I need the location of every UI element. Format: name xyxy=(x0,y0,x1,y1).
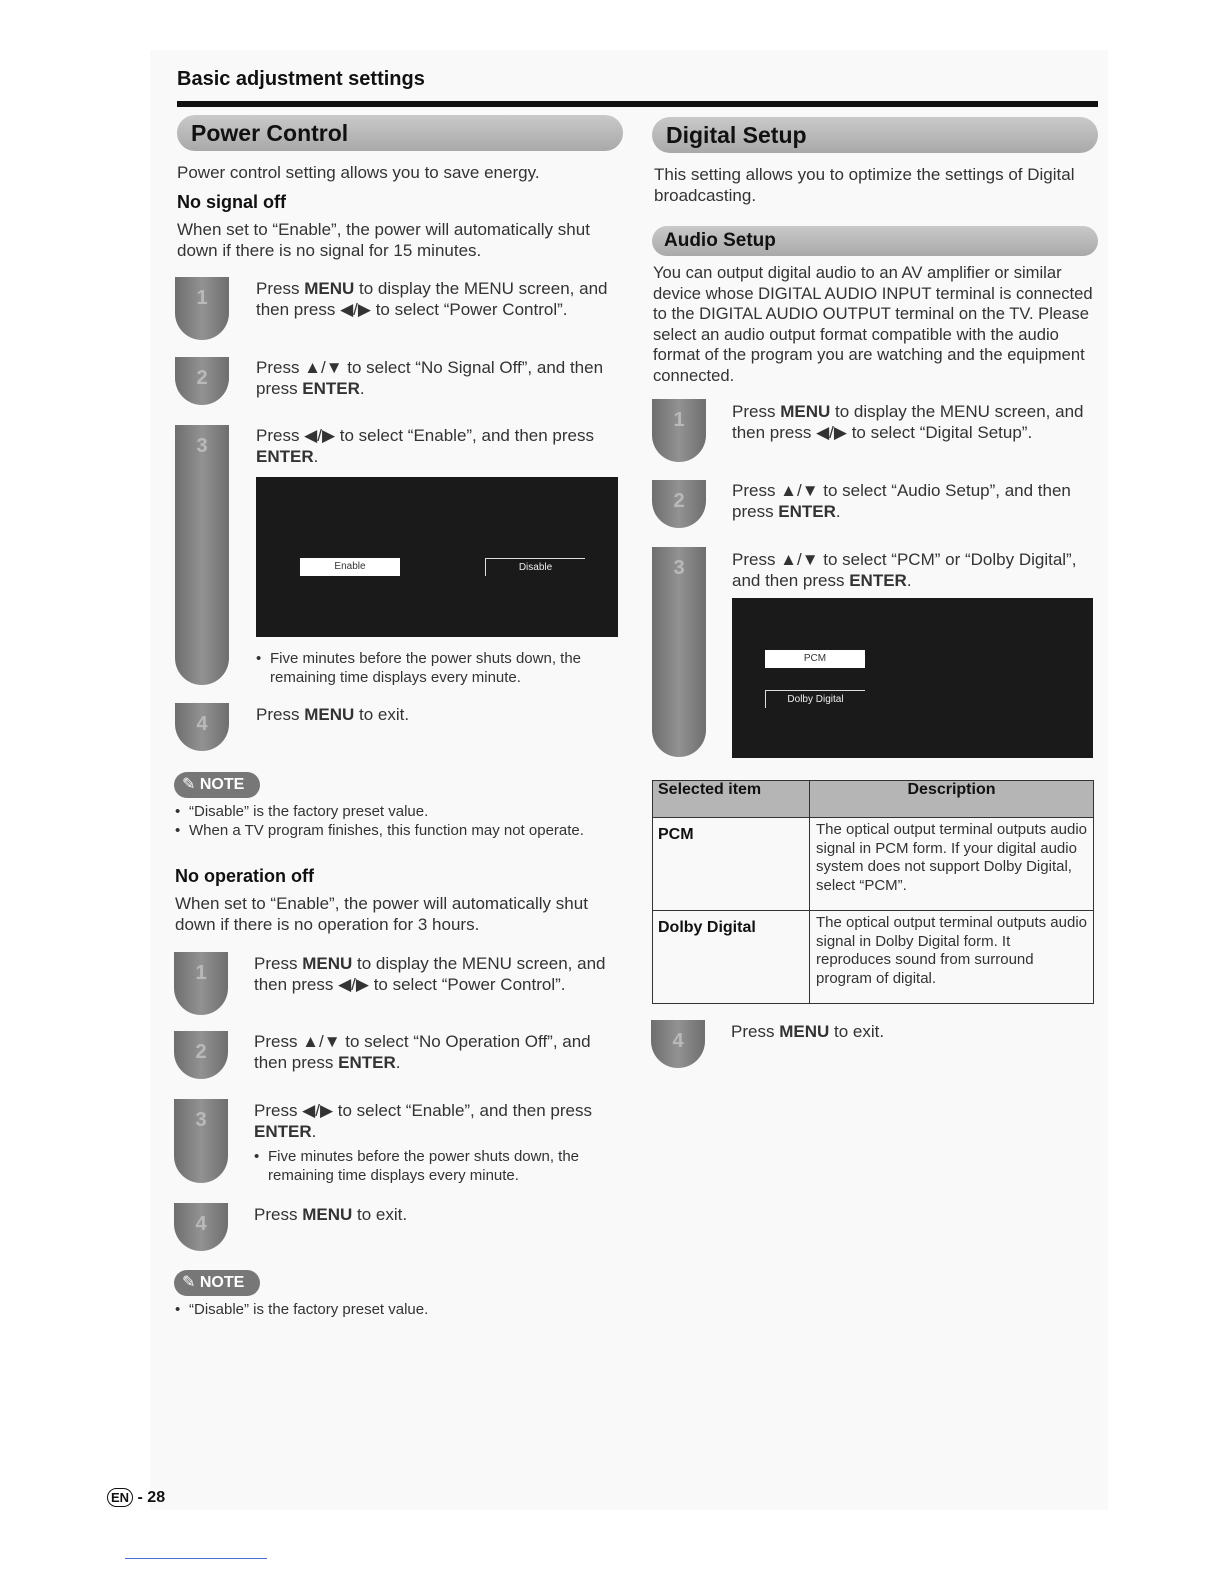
page-number: EN - 28 xyxy=(107,1488,165,1507)
power-control-heading: Power Control xyxy=(177,115,623,151)
table-cell-item: Dolby Digital xyxy=(653,911,810,1004)
no-signal-off-heading: No signal off xyxy=(177,192,286,212)
step-badge-3: 3 xyxy=(174,1099,228,1183)
step-1-text: Press MENU to display the MENU screen, and then press ◀/▶ to select “Power Control”. xyxy=(254,954,606,994)
digital-setup-heading: Digital Setup xyxy=(652,117,1098,153)
audio-format-table xyxy=(652,780,1094,1004)
disable-option: Disable xyxy=(485,558,585,576)
audio-setup-description: You can output digital audio to an AV amplifier or similar device whose DIGITAL AUDIO INPUT terminal is connected to the DIGITAL AUDIO OUTPUT terminal on the TV. Please select an audio output format compatible with the audio format of the program you are watching and the equipment connected. xyxy=(653,263,1093,385)
note-item: • “Disable” is the factory preset value. xyxy=(175,803,429,820)
step-badge-3: 3 xyxy=(175,425,229,685)
step-2-text: Press ▲/▼ to select “No Signal Off”, and then press ENTER. xyxy=(256,358,604,398)
table-cell-description: The optical output terminal outputs audio signal in PCM form. If your digital audio system does not support Dolby Digital, select “PCM”. xyxy=(810,818,1094,911)
pencil-icon: ✎ xyxy=(182,776,196,793)
step-badge-2: 2 xyxy=(652,480,706,528)
title-rule xyxy=(177,101,1098,107)
step-badge-2: 2 xyxy=(174,1031,228,1079)
step-1-text: Press MENU to display the MENU screen, and then press ◀/▶ to select “Digital Setup”. xyxy=(732,402,1084,442)
step-3-bullet: • Five minutes before the power shuts down, the remaining time displays every minute. xyxy=(256,650,582,686)
step-2-text: Press ▲/▼ to select “No Operation Off”, and then press ENTER. xyxy=(254,1032,591,1072)
pcm-option: PCM xyxy=(765,650,865,668)
step-3-text: Press ◀/▶ to select “Enable”, and then press ENTER. xyxy=(254,1101,592,1141)
step-4-text: Press MENU to exit. xyxy=(256,705,410,724)
step-3-bullet: • Five minutes before the power shuts down, the remaining time displays every minute. xyxy=(254,1148,580,1184)
step-3-text: Press ▲/▼ to select “PCM” or “Dolby Digital”, and then press ENTER. xyxy=(732,550,1077,590)
table-cell-item: PCM xyxy=(653,818,810,911)
step-badge-1: 1 xyxy=(174,952,228,1015)
table-row xyxy=(653,911,1094,1004)
note-badge: ✎ NOTE xyxy=(174,1270,260,1296)
step-badge-4: 4 xyxy=(174,1203,228,1251)
step-badge-1: 1 xyxy=(175,277,229,340)
step-badge-4: 4 xyxy=(651,1020,705,1068)
digital-setup-intro: This setting allows you to optimize the settings of Digital broadcasting. xyxy=(654,165,1075,205)
step-3-text: Press ◀/▶ to select “Enable”, and then press ENTER. xyxy=(256,426,594,466)
audio-setup-heading: Audio Setup xyxy=(652,226,1098,256)
enable-option: Enable xyxy=(300,558,400,576)
step-4-text: Press MENU to exit. xyxy=(254,1205,408,1224)
en-language-icon: EN xyxy=(107,1488,133,1507)
pencil-icon: ✎ xyxy=(182,1274,196,1291)
step-badge-2: 2 xyxy=(175,357,229,405)
tv-screen-enable-disable xyxy=(256,477,618,637)
note-item: • “Disable” is the factory preset value. xyxy=(175,1301,429,1318)
table-cell-description: The optical output terminal outputs audio signal in Dolby Digital form. It reproduces sound from surround program of digital. xyxy=(810,911,1094,1004)
step-badge-1: 1 xyxy=(652,399,706,462)
underline-link xyxy=(125,1558,267,1559)
step-2-text: Press ▲/▼ to select “Audio Setup”, and then press ENTER. xyxy=(732,481,1071,521)
no-signal-off-description: When set to “Enable”, the power will automatically shut down if there is no signal for 15 minutes. xyxy=(177,220,590,260)
step-badge-3: 3 xyxy=(652,547,706,757)
tv-screen-pcm-dolby xyxy=(732,598,1093,758)
page-title: Basic adjustment settings xyxy=(177,68,425,90)
note-badge: ✎ NOTE xyxy=(174,772,260,798)
no-operation-off-heading: No operation off xyxy=(175,866,314,886)
table-header-selected-item: Selected item xyxy=(653,781,810,818)
step-1-text: Press MENU to display the MENU screen, and then press ◀/▶ to select “Power Control”. xyxy=(256,279,608,319)
dolby-digital-option: Dolby Digital xyxy=(765,690,865,708)
power-control-intro: Power control setting allows you to save energy. xyxy=(177,163,540,182)
table-header-description: Description xyxy=(810,781,1094,818)
step-4-text: Press MENU to exit. xyxy=(731,1022,885,1041)
table-row xyxy=(653,818,1094,911)
no-operation-off-description: When set to “Enable”, the power will automatically shut down if there is no operation for 3 hours. xyxy=(175,894,588,934)
note-item: • When a TV program finishes, this function may not operate. xyxy=(175,822,584,839)
step-badge-4: 4 xyxy=(175,703,229,751)
table-header-row xyxy=(653,781,1094,818)
